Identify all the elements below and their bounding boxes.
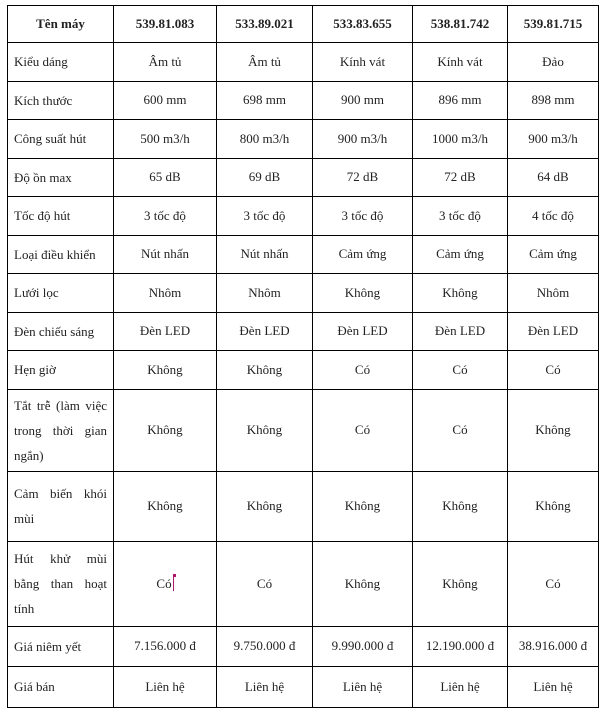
table-cell: [508, 158, 599, 197]
table-cell: [508, 120, 599, 159]
cell-value: Có: [256, 575, 273, 591]
table-cell: [508, 666, 599, 707]
table-row: [8, 81, 599, 120]
table-cell: [114, 197, 217, 236]
cell-value: 600 mm: [143, 92, 187, 108]
cell-value: 3 tốc độ: [144, 207, 186, 223]
table-cell: [413, 389, 508, 471]
cell-value: 38.916.000 đ: [518, 638, 588, 653]
table-cell: [508, 43, 599, 82]
table-cell: [508, 274, 599, 313]
cell-value: 900 m3/h: [337, 130, 388, 146]
table-cell: [313, 351, 413, 390]
row-label: Tốc độ hút: [8, 197, 114, 236]
cell-value: Không: [246, 498, 283, 513]
row-label: Công suất hút: [8, 120, 114, 159]
table-row: [8, 197, 599, 236]
cell-value: 896 mm: [438, 92, 482, 108]
cell-value: Nút nhấn: [240, 246, 289, 262]
row-label: Kiểu dáng: [8, 43, 114, 82]
cell-value: Nhôm: [248, 284, 281, 300]
table-cell: [114, 666, 217, 707]
cell-value: Đèn LED: [139, 323, 191, 339]
cell-value: 7.156.000 đ: [134, 638, 196, 653]
table-cell: [114, 81, 217, 120]
table-cell: [114, 120, 217, 159]
cell-value: 898 mm: [531, 92, 575, 108]
cell-value: 500 m3/h: [140, 130, 190, 146]
cell-value: Có: [452, 422, 468, 437]
table-row: [8, 158, 599, 197]
table-cell: [413, 626, 508, 666]
table-cell: [217, 81, 313, 120]
cell-value: Không: [442, 575, 478, 591]
cell-value: 3 tốc độ: [439, 207, 481, 223]
cell-value: Không: [344, 498, 381, 513]
table-cell: [217, 351, 313, 390]
table-cell: [313, 81, 413, 120]
table-cell: [313, 389, 413, 471]
comparison-table: [7, 5, 599, 708]
table-cell: [313, 43, 413, 82]
table-cell: [313, 274, 413, 313]
table-cell: [508, 197, 599, 236]
table-row: [8, 120, 599, 159]
cell-value: Không: [246, 422, 283, 437]
table-cell: [217, 471, 313, 541]
cell-value: Đèn LED: [434, 323, 486, 339]
cell-value: Liên hệ: [244, 678, 285, 694]
cell-value: Không: [442, 498, 478, 513]
cell-value: Không: [147, 422, 183, 437]
table-cell: [114, 626, 217, 666]
cell-value: Không: [535, 422, 571, 437]
table-cell: [217, 120, 313, 159]
header-label: Tên máy: [8, 6, 114, 43]
table-cell: [114, 389, 217, 471]
table-cell: [217, 235, 313, 274]
table-cell: [508, 235, 599, 274]
cell-value: Đèn LED: [239, 323, 290, 339]
table-cell: [508, 351, 599, 390]
row-label: Loại điều khiển: [8, 235, 114, 274]
table-cell: [114, 274, 217, 313]
table-cell: [413, 666, 508, 707]
table-cell: [313, 626, 413, 666]
cell-value: 3 tốc độ: [341, 207, 384, 223]
cell-value: Cảm ứng: [436, 246, 484, 262]
table-cell: [313, 471, 413, 541]
cell-value: 4 tốc độ: [532, 207, 574, 223]
row-label: Độ ồn max: [8, 158, 114, 197]
cell-value: Không: [147, 361, 183, 377]
model-header: 533.89.021: [217, 6, 313, 43]
cell-value: 800 m3/h: [239, 130, 290, 146]
table-cell: [413, 158, 508, 197]
cell-value: Đèn LED: [337, 323, 388, 339]
table-cell: [508, 389, 599, 471]
cell-value: 3 tốc độ: [243, 207, 286, 223]
cell-value: 900 mm: [341, 92, 384, 108]
text-cursor: [173, 576, 174, 591]
header-row: [8, 6, 599, 43]
row-label: Tắt trễ (làm việc trong thời gian ngắn): [8, 389, 114, 471]
table-cell: [413, 197, 508, 236]
cell-value: Không: [442, 284, 478, 300]
cell-value: Liên hệ: [342, 678, 383, 694]
table-cell: [413, 274, 508, 313]
cell-value: Có: [354, 422, 371, 437]
cell-value: Đèn LED: [527, 323, 579, 339]
cell-value: Nhôm: [536, 284, 570, 300]
table-cell: [217, 541, 313, 626]
table-cell: [114, 43, 217, 82]
cell-value: 900 m3/h: [528, 130, 578, 146]
row-label: Kích thước: [8, 81, 114, 120]
cell-value: Có: [354, 361, 371, 377]
cell-value: Đảo: [542, 53, 564, 69]
cell-value: 72 dB: [444, 169, 476, 185]
table-row: [8, 351, 599, 390]
cell-value: Cảm ứng: [338, 246, 387, 262]
row-label: Hẹn giờ: [8, 351, 114, 390]
table-cell: [217, 389, 313, 471]
table-cell: [508, 81, 599, 120]
cell-value: Liên hệ: [533, 678, 573, 694]
table-cell: [217, 43, 313, 82]
table-cell: [413, 43, 508, 82]
cell-value: Không: [344, 284, 381, 300]
table-row: [8, 471, 599, 541]
table-cell: [413, 120, 508, 159]
cell-value: Âm tủ: [148, 53, 182, 69]
table-cell: [114, 158, 217, 197]
cell-value: 9.750.000 đ: [233, 638, 296, 653]
table-cell: [413, 312, 508, 351]
table-cell: [313, 120, 413, 159]
table-row: [8, 235, 599, 274]
model-header: 539.81.083: [114, 6, 217, 43]
table-row: [8, 43, 599, 82]
model-header: 538.81.742: [413, 6, 508, 43]
cell-value: Có: [156, 575, 172, 591]
cell-value: Có: [545, 361, 561, 377]
cell-value: Liên hệ: [440, 678, 480, 694]
table-cell: [114, 541, 217, 626]
cell-value: 9.990.000 đ: [331, 638, 394, 653]
table-cell: [217, 158, 313, 197]
table-row: [8, 274, 599, 313]
cell-value: 65 dB: [149, 169, 181, 185]
cell-value: 1000 m3/h: [432, 130, 488, 146]
row-label: Giá bán: [8, 666, 114, 707]
cell-value: 72 dB: [346, 169, 379, 185]
table-cell: [413, 541, 508, 626]
table-cell: [313, 541, 413, 626]
cell-value: 698 mm: [243, 92, 286, 108]
table-cell: [313, 666, 413, 707]
table-cell: [114, 312, 217, 351]
cell-value: Không: [147, 498, 183, 513]
cell-value: Nhôm: [148, 284, 182, 300]
cell-value: Không: [344, 575, 381, 591]
cell-value: 64 dB: [537, 169, 569, 185]
row-label: Lưới lọc: [8, 274, 114, 313]
cell-value: Nút nhấn: [140, 246, 190, 262]
table-cell: [217, 312, 313, 351]
table-cell: [217, 197, 313, 236]
table-cell: [508, 471, 599, 541]
table-cell: [313, 235, 413, 274]
model-header: 533.83.655: [313, 6, 413, 43]
cell-value: Có: [452, 361, 468, 377]
table-cell: [217, 626, 313, 666]
cell-value: 12.190.000 đ: [425, 638, 495, 653]
table-cell: [508, 312, 599, 351]
table-cell: [413, 81, 508, 120]
table-cell: [313, 312, 413, 351]
table-row: [8, 666, 599, 707]
table-cell: [508, 626, 599, 666]
cell-value: Kính vát: [437, 53, 483, 69]
table-cell: [114, 235, 217, 274]
table-cell: [114, 351, 217, 390]
cell-value: Liên hệ: [145, 678, 185, 694]
table-cell: [313, 158, 413, 197]
row-label: Đèn chiếu sáng: [8, 312, 114, 351]
row-label: Hút khử mùi bằng than hoạt tính: [8, 541, 114, 626]
table-cell: [217, 274, 313, 313]
table-cell: [413, 471, 508, 541]
table-cell: [313, 197, 413, 236]
cell-value: 69 dB: [248, 169, 281, 185]
table-row: [8, 541, 599, 626]
table-cell: [114, 471, 217, 541]
table-cell: [413, 235, 508, 274]
cell-value: Có: [545, 575, 561, 591]
table-cell: [217, 666, 313, 707]
table-cell: [413, 351, 508, 390]
row-label: Cảm biến khói mùi: [8, 471, 114, 541]
table-row: [8, 312, 599, 351]
table-row: [8, 389, 599, 471]
row-label: Giá niêm yết: [8, 626, 114, 666]
table-cell: [508, 541, 599, 626]
cell-value: Âm tủ: [248, 53, 281, 69]
table-row: [8, 626, 599, 666]
cell-value: Không: [535, 498, 571, 513]
model-header: 539.81.715: [508, 6, 599, 43]
cell-value: Cảm ứng: [529, 246, 577, 262]
cell-value: Không: [246, 361, 283, 377]
cell-value: Kính vát: [339, 53, 386, 69]
